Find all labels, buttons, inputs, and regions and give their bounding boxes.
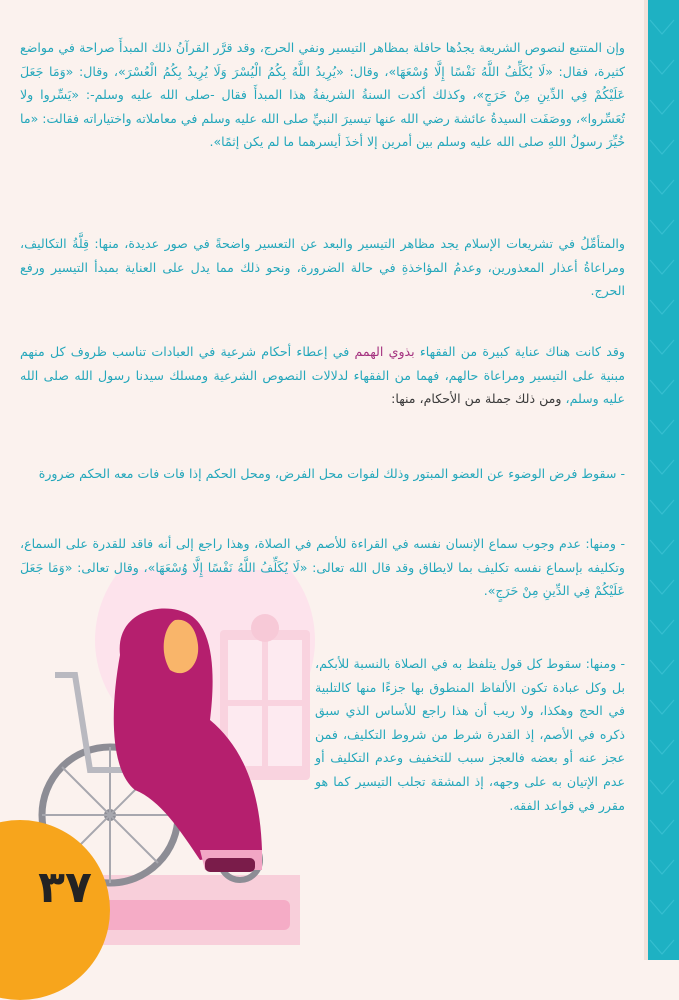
text-segment: وقد كانت هناك عناية كبيرة من الفقهاء xyxy=(414,344,625,359)
ruling-mute: - ومنها: سقوط كل قول يتلفظ به في الصلاة بالنسبة للأبكم، بل وكل عبادة تكون الألفاظ المنطوق بها جزءًا منها كالتلبية في الحج وهكذا، ولا ريب أن هذا راجع للأساس الذي سبق ذكره في الأصم، إذ القدرة شرط من شروط التكليف، فمن عجز عنه أو بعضه فالعجز سبب للتخفيف وعدم التكليف أو عدم الإتيان به على وجهه، إذ المشقة تجلب التيسير كما هو مقرر في قواعد الفقه. xyxy=(315,656,625,813)
sidebar-pattern-icon xyxy=(644,0,679,960)
article-body xyxy=(20,0,638,960)
text-segment: في إعطاء أحكام شرعية في العبادات تناسب ظروف كل منهم مبنية على التيسير ومراعاة حالهم، فهما من الفقهاء لدلالات النصوص الشرعية ومسلك سيدنا رسول الله صلى الله عليه وسلم، xyxy=(20,344,625,407)
ruling-amputated-limb: - سقوط فرض الوضوء عن العضو المبتور وذلك لفوات محل الفرض، ومحل الحكم إذا فات فات معه الحكم ضرورة xyxy=(38,466,625,481)
decorative-sidebar xyxy=(644,0,679,960)
ruling-deaf: - ومنها: عدم وجوب سماع الإنسان نفسه في القراءة للأصم في الصلاة، وهذا راجع إلى أنه فاقد للقدرة على السماع، وتكليفه بإسماع نفسه تكليف بما لايطاق وقد قال الله تعالى: «لَا يُكَلِّفُ اللَّهُ نَفْسًا إِلَّا وُسْعَهَا»، وقال تعالى: «وَمَا جَعَلَ عَلَيْكُمْ فِي الدِّينِ مِنْ حَرَجٍ». xyxy=(20,536,625,599)
paragraph-ease-forms: والمتأمِّلُ في تشريعات الإسلام يجد مظاهر التيسير والبعد عن التعسير واضحةً في صور عديدة، منها: قِلَّةُ التكاليف، ومراعاةُ أعذار المعذورين، وعدمُ المؤاخذةِ في حالة الضرورة، ونحو ذلك مما يدل على العناية بمبدأ التيسير ورفع الحرج. xyxy=(20,236,625,299)
paragraph-intro: وإن المتتبع لنصوص الشريعة يجدُها حافلة بمظاهر التيسير ونفي الحرج، وقد قرَّر القرآنُ ذلك المبدأَ صراحة في مواضع كثيرة، فقال: «لَا يُكَلِّفُ اللَّهُ نَفْسًا إِلَّا وُسْعَهَا»، وقال: «يُرِيدُ اللَّهُ بِكُمُ الْيُسْرَ وَلَا يُرِيدُ بِكُمُ الْعُسْرَ»، وقال: «وَمَا جَعَلَ عَلَيْكُمْ فِي الدِّينِ مِنْ حَرَجٍ»، وكذلك أكدت السنةُ الشريفةُ هذا المبدأَ فقال -صلى الله عليه وسلم-: «يَسِّروا ولا تُعَسِّروا»، ووصَفَت السيدةُ عائشة رضي الله عنها تيسيرَ النبيِّ صلى الله عليه وسلم في معاملاته واختياراته فقالت: «ما خُيِّرَ رسولُ اللهِ صلى الله عليه وسلم بين أمرين إلا أخذَ أيسرهما ما لم يكن إثمًا». xyxy=(20,40,625,150)
rulings-intro: ومن ذلك جملة من الأحكام، منها: xyxy=(391,391,562,407)
paragraph-jurists-care xyxy=(20,340,625,411)
page-number: ٣٧ xyxy=(38,862,92,913)
highlighted-term: بذوي الهمم xyxy=(354,344,415,359)
